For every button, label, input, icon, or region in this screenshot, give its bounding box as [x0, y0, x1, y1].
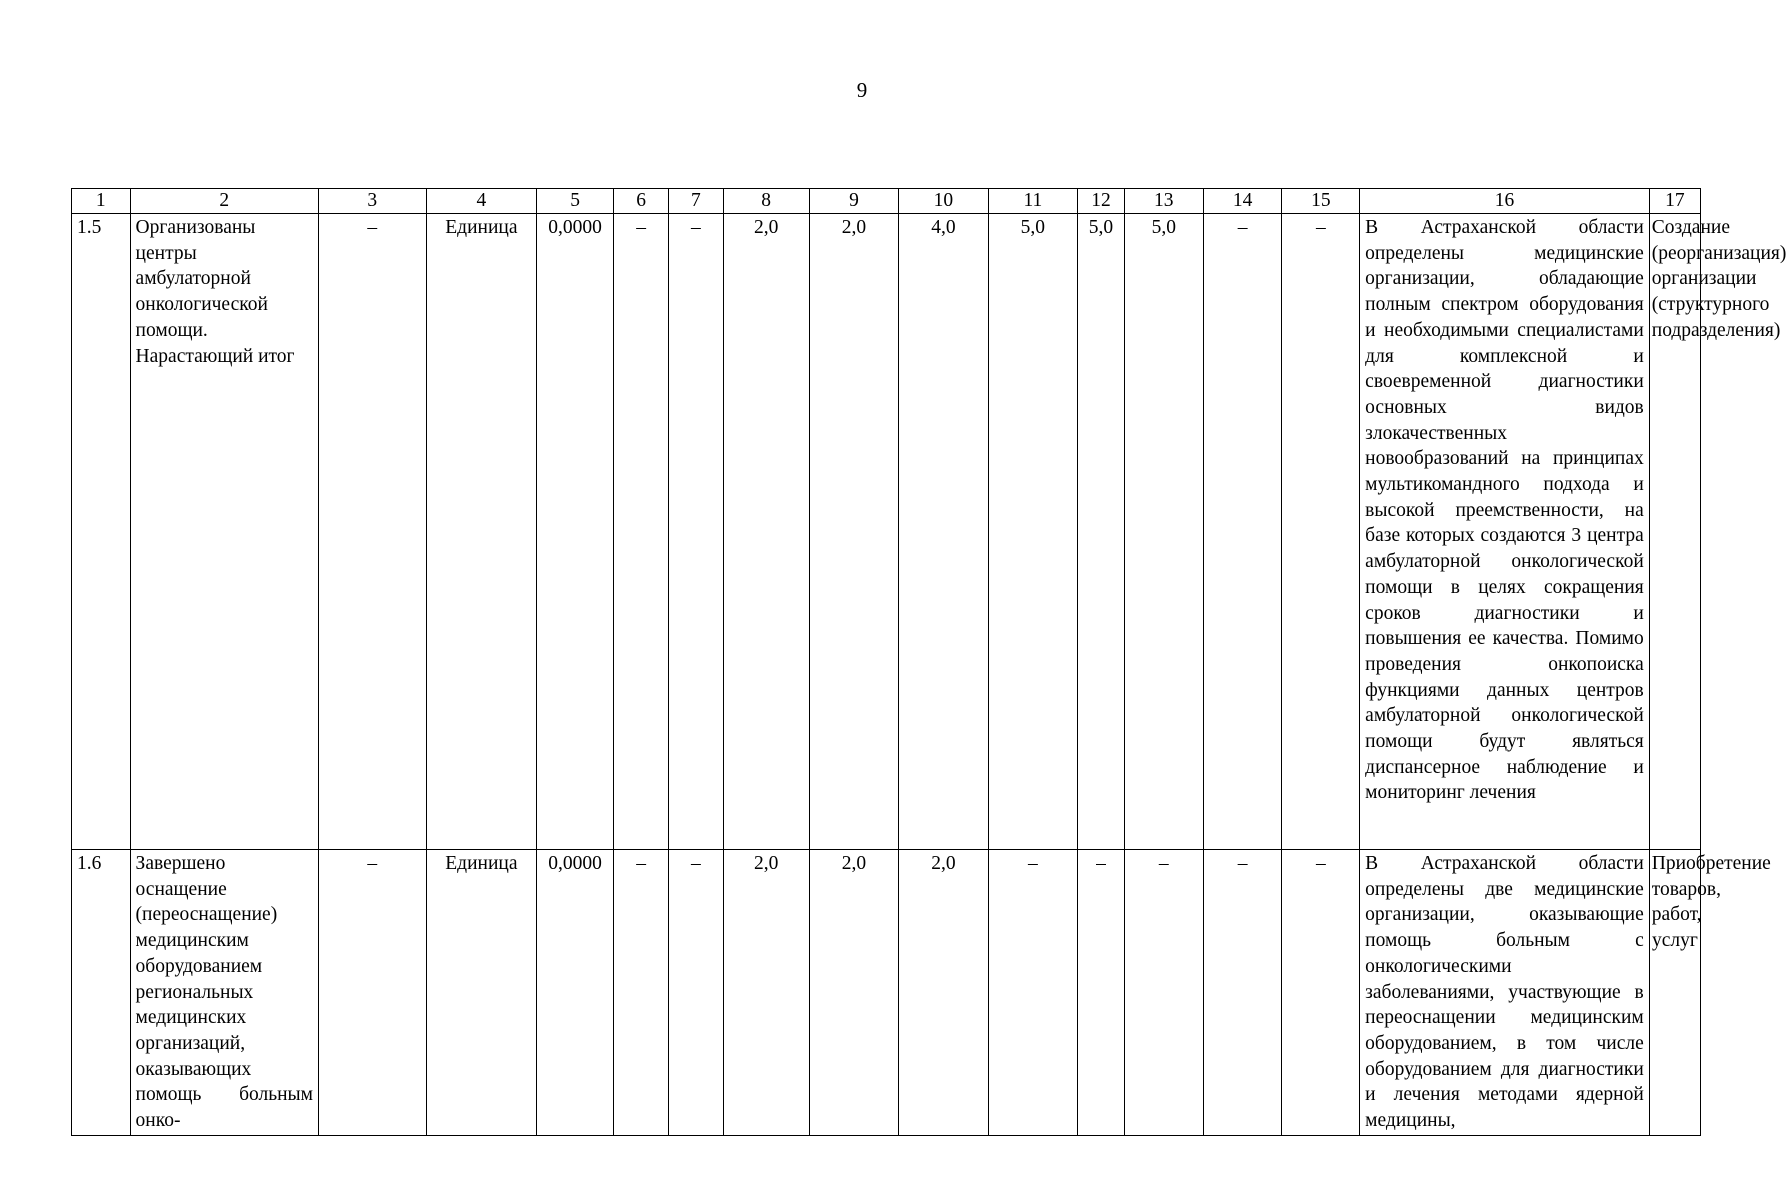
cell-col-11: 5,0 — [988, 214, 1077, 850]
cell-col-14: – — [1203, 850, 1282, 1136]
table-row — [72, 850, 1701, 1136]
header-cell: 7 — [669, 189, 723, 214]
row-number: 1.6 — [72, 850, 131, 1136]
header-cell: 12 — [1078, 189, 1125, 214]
header-cell: 6 — [613, 189, 668, 214]
activity-type: Создание (реорганизация) организации (структурного подразделения) — [1649, 214, 1700, 850]
header-cell: 8 — [723, 189, 809, 214]
header-cell: 16 — [1360, 189, 1650, 214]
row-number: 1.5 — [72, 214, 131, 850]
base-value: 0,0000 — [537, 214, 614, 850]
cell-col-3: – — [318, 214, 426, 850]
cell-col-10: 2,0 — [899, 850, 988, 1136]
cell-col-13: – — [1124, 850, 1203, 1136]
cell-col-14: – — [1203, 214, 1282, 850]
activity-type: Приобретение товаров, работ, услуг — [1649, 850, 1700, 1136]
cell-col-12: 5,0 — [1078, 214, 1125, 850]
cell-col-15: – — [1282, 850, 1360, 1136]
header-cell: 3 — [318, 189, 426, 214]
header-cell: 11 — [988, 189, 1077, 214]
header-cell: 5 — [537, 189, 614, 214]
cell-col-9: 2,0 — [809, 850, 898, 1136]
cell-col-6: – — [613, 850, 668, 1136]
header-row — [72, 189, 1701, 214]
header-cell: 2 — [130, 189, 318, 214]
cell-col-3: – — [318, 850, 426, 1136]
cell-col-13: 5,0 — [1124, 214, 1203, 850]
cell-col-8: 2,0 — [723, 214, 809, 850]
indicator-name: Завершено оснащение (переоснащение) медицинским оборудованием региональных медицинских организаций, оказывающих помощь больным онко- — [130, 850, 318, 1136]
unit: Единица — [426, 214, 537, 850]
page-number: 9 — [856, 78, 868, 102]
cell-col-7: – — [669, 214, 723, 850]
unit: Единица — [426, 850, 537, 1136]
header-cell: 1 — [72, 189, 131, 214]
header-cell: 10 — [899, 189, 988, 214]
cell-col-15: – — [1282, 214, 1360, 850]
base-value: 0,0000 — [537, 850, 614, 1136]
cell-col-7: – — [669, 850, 723, 1136]
cell-col-12: – — [1078, 850, 1125, 1136]
cell-col-9: 2,0 — [809, 214, 898, 850]
header-cell: 13 — [1124, 189, 1203, 214]
indicator-name: Организованы центры амбулаторной онкологической помощи. Нарастающий итог — [130, 214, 318, 850]
indicators-table — [71, 188, 1786, 1136]
description: В Астраханской области определены медицинские организации, обладающие полным спектром оборудования и необходимыми специалистами для комплексной и своевременной диагностики основных видов злокачественных новообразований на принципах мультикомандного подхода и высокой преемственности, на базе которых создаются 3 центра амбулаторной онкологической помощи в целях сокращения сроков диагностики и повышения ее качества. Помимо проведения онкопоиска функциями данных центров амбулаторной онкологической помощи будут являться диспансерное наблюдение и мониторинг лечения — [1360, 214, 1650, 850]
cell-col-8: 2,0 — [723, 850, 809, 1136]
cell-col-11: – — [988, 850, 1077, 1136]
cell-col-10: 4,0 — [899, 214, 988, 850]
header-cell: 15 — [1282, 189, 1360, 214]
description: В Астраханской области определены две медицинские организации, оказывающие помощь больным с онкологическими заболеваниями, участвующие в переоснащении медицинским оборудованием, в том числе оборудованием для диагностики и лечения методами ядерной медицины, — [1360, 850, 1650, 1136]
header-cell: 17 — [1649, 189, 1700, 214]
table-row — [72, 214, 1701, 850]
cell-col-6: – — [613, 214, 668, 850]
header-cell: 14 — [1203, 189, 1282, 214]
header-cell: 4 — [426, 189, 537, 214]
header-cell: 9 — [809, 189, 898, 214]
